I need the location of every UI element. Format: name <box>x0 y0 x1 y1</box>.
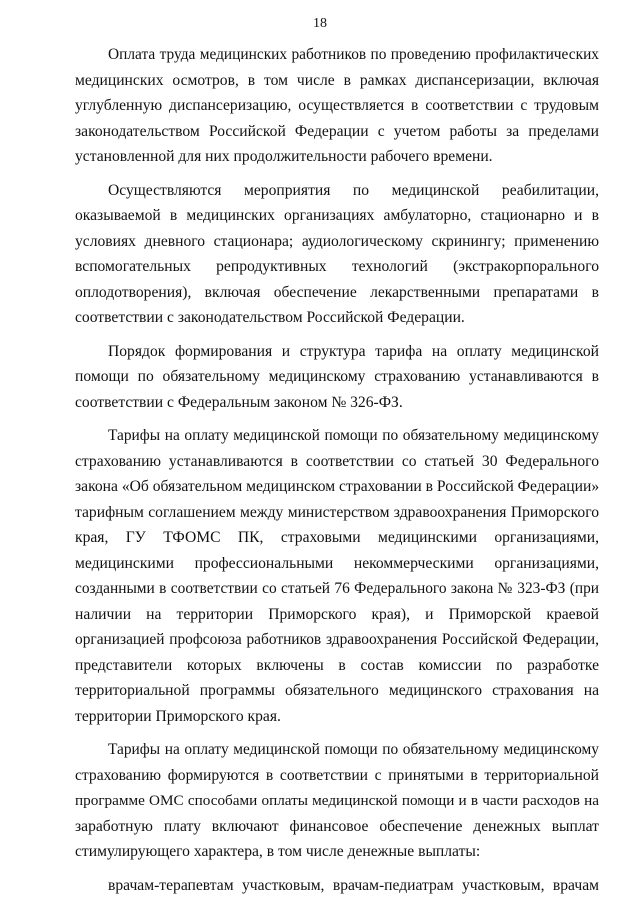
text-line: территориальной программы обязательного медицинского страхования на <box>75 682 599 699</box>
text-line: врачам-терапевтам участковым, врачам-педиатрам участковым, врачам <box>108 876 599 894</box>
text-line: Осуществляются мероприятия по медицинской реабилитации, <box>108 181 599 199</box>
paragraph-tariff-agreement <box>75 423 599 729</box>
text-line: страхованию формируются в соответствии с принятыми в территориальной <box>75 766 599 784</box>
paragraph-staff-pay <box>75 42 599 170</box>
page-number: 18 <box>313 16 327 31</box>
text-line: страхованию устанавливаются в соответствии со статьей 30 Федерального <box>75 452 599 470</box>
text-line: Тарифы на оплату медицинской помощи по обязательному медицинскому <box>108 427 599 444</box>
text-line: Порядок формирования и структура тарифа на оплату медицинской <box>108 342 599 360</box>
text-line: оплодотворения), включая обеспечение лекарственными препаратами в <box>75 283 599 301</box>
text-line: территории Приморского края. <box>75 707 281 725</box>
text-line: Оплата труда медицинских работников по проведению профилактических <box>108 46 599 63</box>
text-line: соответствии с Федеральным законом № 326-ФЗ. <box>75 393 403 411</box>
text-line: условиях дневного стационара; аудиологическому скринингу; применению <box>75 232 599 250</box>
text-line: соответствии с законодательством Российской Федерации. <box>75 309 465 326</box>
text-line: представители которых включены в состав комиссии по разработке <box>75 656 599 674</box>
text-line: наличии на территории Приморского края), и Приморской краевой <box>75 605 599 623</box>
text-line: тарифным соглашением между министерством здравоохранения Приморского <box>75 503 599 521</box>
text-line: программе ОМС способами оплаты медицинской помощи и в части расходов на <box>75 792 599 809</box>
text-line: законодательством Российской Федерации с учетом работы за пределами <box>75 122 599 140</box>
text-line: Тарифы на оплату медицинской помощи по обязательному медицинскому <box>108 741 599 758</box>
text-line: края, ГУ ТФОМС ПК, страховыми медицинскими организациями, <box>75 529 599 546</box>
text-line: оказываемой в медицинских организациях амбулаторно, стационарно и в <box>75 207 599 224</box>
text-line: закона «Об обязательном медицинском страховании в Российской Федерации» <box>75 478 599 495</box>
text-line: стимулирующего характера, в том числе денежные выплаты: <box>75 843 481 860</box>
text-line: медицинских осмотров, в том числе в рамках диспансеризации, включая <box>75 71 599 89</box>
document-body <box>75 42 599 906</box>
paragraph-rehabilitation <box>75 178 599 331</box>
paragraph-tariff-structure <box>75 339 599 416</box>
text-line: организацией профсоюза работников здравоохранения Российской Федерации, <box>75 631 599 648</box>
text-line: созданными в соответствии со статьей 76 Федерального закона № 323-ФЗ (при <box>75 580 599 597</box>
text-line: медицинскими профессиональными некоммерческими организациями, <box>75 554 599 572</box>
text-line: помощи по обязательному медицинскому страхованию устанавливаются в <box>75 368 599 385</box>
text-line: вспомогательных репродуктивных технологий (экстракорпорального <box>75 258 599 275</box>
text-line: углубленную диспансеризацию, осуществляется в соответствии с трудовым <box>75 97 599 114</box>
paragraph-doctors-list <box>75 873 599 899</box>
text-line: установленной для них продолжительности рабочего времени. <box>75 148 493 165</box>
paragraph-tariff-formation <box>75 737 599 865</box>
text-line: заработную плату включают финансовое обеспечение денежных выплат <box>75 817 599 835</box>
